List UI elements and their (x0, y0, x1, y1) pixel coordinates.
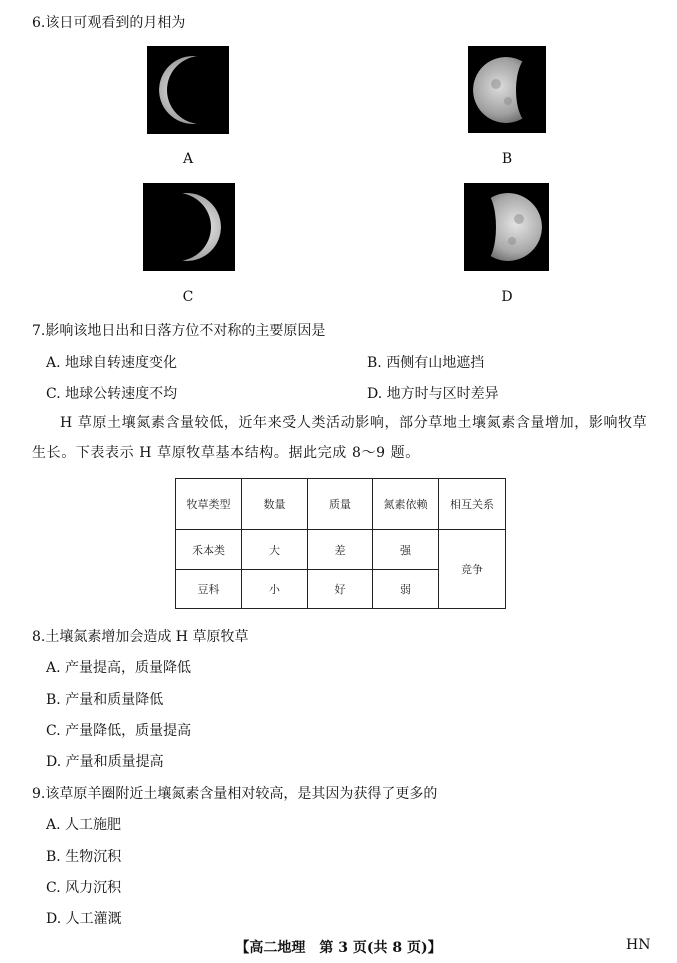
table-relation-cell: 竞争 (439, 530, 506, 609)
q8-option-c: C. 产量降低，质量提高 (46, 723, 192, 739)
moon-phase-a-image (147, 46, 229, 134)
q7-option-a: A. 地球自转速度变化 (46, 355, 178, 371)
table-cell: 禾本类 (176, 530, 242, 569)
q8-option-d: D. 产量和质量提高 (46, 754, 164, 770)
reading-passage: H 草原土壤氮素含量较低，近年来受人类活动影响，部分草地土壤氮素含量增加，影响牧草生长。下表表示 H 草原牧草基本结构。据此完成 8～9 题。 (32, 415, 648, 461)
table-cell: 小 (242, 569, 308, 608)
footer-region-code: HN (626, 937, 651, 953)
table-cell: 强 (373, 530, 439, 569)
table-cell: 豆科 (176, 569, 242, 608)
moon-phase-b-image (468, 46, 546, 133)
q8-option-a: A. 产量提高，质量降低 (46, 660, 192, 676)
herb-structure-table (175, 478, 506, 609)
moon-phase-c-image (143, 183, 235, 271)
table-cell: 差 (308, 530, 373, 569)
moon-phase-d-image (464, 183, 549, 271)
q9-option-c: C. 风力沉积 (46, 880, 122, 896)
q8-option-b: B. 产量和质量降低 (46, 692, 164, 708)
option-label-b: B (501, 151, 513, 167)
option-label-a: A (182, 151, 194, 167)
table-cell: 好 (308, 569, 373, 608)
q9-option-d: D. 人工灌溉 (46, 911, 122, 927)
table-header-cell: 质量 (308, 479, 373, 530)
q7-option-b: B. 西侧有山地遮挡 (367, 355, 485, 371)
table-header-cell: 氮素依赖 (373, 479, 439, 530)
question-6-stem: 6.该日可观看到的月相为 (32, 15, 186, 31)
table-header-row (176, 479, 506, 530)
question-7-stem: 7.影响该地日出和日落方位不对称的主要原因是 (32, 323, 326, 339)
option-label-d: D (501, 289, 513, 305)
table-header-cell: 相互关系 (439, 479, 506, 530)
table-header-cell: 牧草类型 (176, 479, 242, 530)
q9-option-a: A. 人工施肥 (46, 817, 122, 833)
footer-page-title: 【高二地理 第 3 页(共 8 页)】 (235, 940, 442, 956)
option-label-c: C (182, 289, 194, 305)
q7-option-c: C. 地球公转速度不均 (46, 386, 178, 402)
question-8-stem: 8.土壤氮素增加会造成 H 草原牧草 (32, 629, 249, 645)
table-cell: 弱 (373, 569, 439, 608)
table-header-cell: 数量 (242, 479, 308, 530)
question-9-stem: 9.该草原羊圈附近土壤氮素含量相对较高，是其因为获得了更多的 (32, 786, 438, 802)
table-row (176, 530, 506, 569)
q7-option-d: D. 地方时与区时差异 (367, 386, 499, 402)
table-cell: 大 (242, 530, 308, 569)
q9-option-b: B. 生物沉积 (46, 849, 122, 865)
